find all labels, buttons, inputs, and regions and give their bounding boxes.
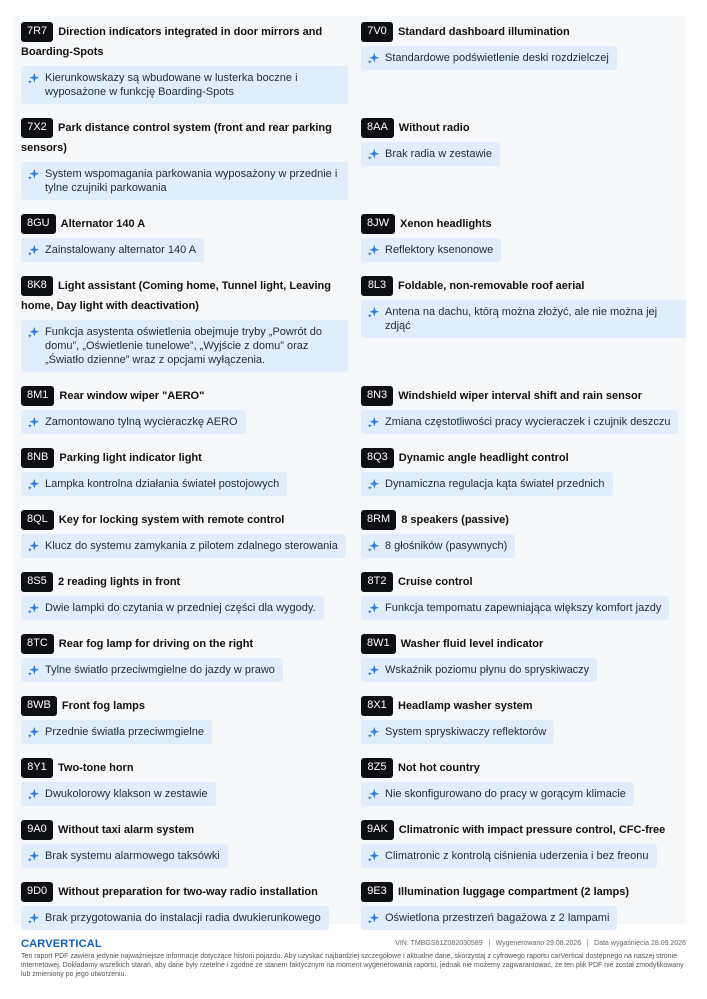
sparkle-icon	[367, 416, 380, 429]
option-description	[361, 782, 634, 806]
option-code-badge: 8GU	[21, 214, 56, 234]
option-title: Not hot country	[398, 762, 480, 774]
option-code-badge: 8AA	[361, 118, 394, 138]
equipment-heading	[361, 22, 686, 42]
option-description	[21, 534, 346, 558]
option-description-text: Climatronic z kontrolą ciśnienia uderzenia i bez freonu	[385, 850, 649, 862]
option-title: Without preparation for two-way radio installation	[58, 886, 318, 898]
option-description-text: Wskaźnik poziomu płynu do spryskiwaczy	[385, 664, 590, 676]
equipment-heading	[21, 214, 361, 234]
option-code-badge: 8WB	[21, 696, 57, 716]
option-code-badge: 8Y1	[21, 758, 53, 778]
option-description-text: System wspomagania parkowania wyposażony w przednie i tylne czujniki parkowania	[45, 168, 338, 194]
option-description-text: Lampka kontrolna działania świateł postojowych	[45, 478, 280, 490]
equipment-item	[361, 22, 686, 104]
equipment-item	[21, 276, 361, 372]
option-title: Key for locking system with remote control	[58, 514, 285, 526]
sparkle-icon	[367, 726, 380, 739]
equipment-item	[21, 448, 361, 496]
equipment-heading	[361, 118, 686, 138]
option-description-text: Dwukolorowy klakson w zestawie	[45, 788, 208, 800]
option-description-text: Zainstalowany alternator 140 A	[45, 244, 197, 256]
option-title: Illumination luggage compartment (2 lamps)	[398, 886, 630, 898]
equipment-heading	[21, 882, 361, 902]
equipment-item	[21, 758, 361, 806]
option-description-text: 8 głośników (pasywnych)	[385, 540, 508, 552]
divider	[587, 939, 588, 947]
equipment-item	[361, 820, 686, 868]
option-description	[361, 410, 678, 434]
generated-date: Wygenerowano 29.08.2026	[495, 939, 582, 947]
option-description	[21, 66, 348, 104]
option-code-badge: 8S5	[21, 572, 53, 592]
option-code-badge: 9AK	[361, 820, 394, 840]
equipment-heading	[361, 882, 686, 902]
option-code-badge: 9E3	[361, 882, 393, 902]
option-description	[361, 300, 686, 338]
equipment-heading	[21, 386, 361, 406]
option-code-badge: 8Q3	[361, 448, 394, 468]
option-title: Rear fog lamp for driving on the right	[58, 638, 254, 650]
option-code-badge: 8W1	[361, 634, 396, 654]
equipment-item	[21, 214, 361, 262]
report-meta	[395, 939, 686, 947]
equipment-item	[361, 572, 686, 620]
option-description-text: Klucz do systemu zamykania z pilotem zdalnego sterowania	[45, 540, 338, 552]
equipment-item	[21, 118, 361, 200]
sparkle-icon	[367, 478, 380, 491]
equipment-grid	[21, 22, 686, 944]
sparkle-icon	[27, 664, 40, 677]
option-title: Rear window wiper "AERO"	[59, 390, 205, 402]
option-description	[361, 720, 554, 744]
option-title: Without taxi alarm system	[58, 824, 195, 836]
sparkle-icon	[27, 788, 40, 801]
equipment-item	[361, 386, 686, 434]
option-description-text: Standardowe podświetlenie deski rozdzielczej	[385, 52, 609, 64]
sparkle-icon	[367, 306, 380, 319]
sparkle-icon	[27, 540, 40, 553]
option-code-badge: 8K8	[21, 276, 53, 296]
option-description	[361, 844, 657, 868]
sparkle-icon	[27, 850, 40, 863]
option-code-badge: 7V0	[361, 22, 393, 42]
equipment-heading	[361, 386, 686, 406]
option-description-text: Brak radia w zestawie	[385, 148, 492, 160]
equipment-item	[361, 758, 686, 806]
option-description	[21, 844, 228, 868]
option-title: Without radio	[398, 122, 470, 134]
equipment-item	[21, 572, 361, 620]
disclaimer: Ten raport PDF zawiera jedynie najważniejsze informacje dotyczące historii pojazdu. Aby uzyskać najbardziej szczegółowe i aktualne dane, skorzystaj z cyfrowego raportu carVertical dostępnego na naszej stronie internetowej. Dokładamy wszelkich starań, aby dane były rzetelne i zgodne ze stanem faktycznym na moment wygenerowania raportu, jednak nie możemy zagwarantować, że ten plik PDF nie został zmodyfikowany lub zmieniony po jego utworzeniu.	[21, 953, 684, 978]
option-code-badge: 8JW	[361, 214, 395, 234]
equipment-item	[21, 22, 361, 104]
equipment-item	[21, 634, 361, 682]
sparkle-icon	[27, 72, 40, 85]
option-description-text: Nie skonfigurowano do pracy w gorącym klimacie	[385, 788, 626, 800]
sparkle-icon	[367, 664, 380, 677]
option-description	[21, 782, 216, 806]
option-title: Cruise control	[398, 576, 473, 588]
option-title: Direction indicators integrated in door mirrors and Boarding-Spots	[21, 26, 323, 58]
sparkle-icon	[367, 788, 380, 801]
option-code-badge: 8N3	[361, 386, 393, 406]
option-description	[21, 596, 324, 620]
option-description-text: Dwie lampki do czytania w przedniej części dla wygody.	[45, 602, 316, 614]
equipment-heading	[361, 510, 686, 530]
equipment-heading	[21, 510, 361, 530]
option-title: Parking light indicator light	[59, 452, 202, 464]
sparkle-icon	[367, 244, 380, 257]
option-title: Two-tone horn	[58, 762, 134, 774]
option-code-badge: 8QL	[21, 510, 54, 530]
sparkle-icon	[367, 850, 380, 863]
option-description-text: Dynamiczna regulacja kąta świateł przednich	[385, 478, 605, 490]
sparkle-icon	[27, 478, 40, 491]
equipment-item	[361, 118, 686, 200]
equipment-item	[21, 882, 361, 930]
equipment-item	[361, 276, 686, 372]
equipment-heading	[361, 572, 686, 592]
equipment-item	[21, 510, 361, 558]
option-description	[21, 906, 329, 930]
option-description	[361, 658, 597, 682]
option-title: Headlamp washer system	[398, 700, 533, 712]
option-code-badge: 9A0	[21, 820, 53, 840]
equipment-heading	[21, 276, 361, 316]
option-description	[21, 720, 212, 744]
equipment-item	[361, 214, 686, 262]
option-description	[361, 238, 501, 262]
option-title: Front fog lamps	[61, 700, 145, 712]
option-description-text: Zmiana częstotliwości pracy wycieraczek i czujnik deszczu	[385, 416, 671, 428]
option-description	[21, 410, 246, 434]
option-code-badge: 8M1	[21, 386, 54, 406]
option-code-badge: 8TC	[21, 634, 54, 654]
option-description	[361, 46, 617, 70]
option-description-text: Zamontowano tylną wycieraczkę AERO	[45, 416, 238, 428]
equipment-item	[21, 696, 361, 744]
option-description	[361, 142, 500, 166]
option-code-badge: 8Z5	[361, 758, 393, 778]
equipment-heading	[21, 634, 361, 654]
equipment-item	[361, 696, 686, 744]
option-title: Dynamic angle headlight control	[398, 452, 569, 464]
sparkle-icon	[367, 52, 380, 65]
option-code-badge: 9D0	[21, 882, 53, 902]
option-code-badge: 7R7	[21, 22, 53, 42]
equipment-heading	[21, 118, 361, 158]
sparkle-icon	[27, 416, 40, 429]
option-title: Climatronic with impact pressure control, CFC-free	[398, 824, 666, 836]
equipment-heading	[21, 448, 361, 468]
equipment-heading	[361, 820, 686, 840]
equipment-heading	[21, 572, 361, 592]
option-code-badge: 8RM	[361, 510, 396, 530]
option-description	[361, 534, 515, 558]
option-description-text: Brak systemu alarmowego taksówki	[45, 850, 220, 862]
option-description-text: Funkcja asystenta oświetlenia obejmuje tryby „Powrót do domu”, „Oświetlenie tunelowe”, „Wyjście z domu” oraz „Światło dzienne” wraz z opcjami wyłączenia.	[45, 326, 322, 366]
option-title: Standard dashboard illumination	[398, 26, 570, 38]
option-title: Washer fluid level indicator	[400, 638, 544, 650]
sparkle-icon	[27, 602, 40, 615]
option-description-text: Funkcja tempomatu zapewniająca większy komfort jazdy	[385, 602, 662, 614]
option-description-text: Oświetlona przestrzeń bagażowa z 2 lampami	[385, 912, 610, 924]
option-description	[21, 162, 348, 200]
sparkle-icon	[367, 540, 380, 553]
equipment-heading	[361, 696, 686, 716]
sparkle-icon	[367, 148, 380, 161]
option-description	[21, 658, 283, 682]
sparkle-icon	[27, 726, 40, 739]
equipment-item	[21, 386, 361, 434]
divider	[489, 939, 490, 947]
equipment-heading	[361, 214, 686, 234]
option-code-badge: 8NB	[21, 448, 54, 468]
equipment-heading	[21, 22, 361, 62]
option-title: Xenon headlights	[400, 218, 492, 230]
sparkle-icon	[27, 326, 40, 339]
option-title: Light assistant (Coming home, Tunnel light, Leaving home, Day light with deactivation)	[21, 280, 331, 312]
option-code-badge: 8X1	[361, 696, 393, 716]
option-description-text: Brak przygotowania do instalacji radia dwukierunkowego	[45, 912, 321, 924]
option-description	[21, 238, 204, 262]
option-code-badge: 8T2	[361, 572, 393, 592]
option-description-text: Tylne światło przeciwmgielne do jazdy w prawo	[45, 664, 275, 676]
carvertical-logo: CARVERTICAL	[21, 938, 102, 950]
equipment-heading	[21, 758, 361, 778]
equipment-item	[21, 820, 361, 868]
equipment-heading	[21, 696, 361, 716]
option-title: 2 reading lights in front	[58, 576, 181, 588]
option-title: Alternator 140 A	[60, 218, 146, 230]
sparkle-icon	[367, 602, 380, 615]
option-title: 8 speakers (passive)	[401, 514, 509, 526]
option-title: Windshield wiper interval shift and rain sensor	[398, 390, 642, 402]
expiry-date: Data wygaśnięcia 28.09.2026	[594, 939, 686, 947]
option-description-text: Reflektory ksenonowe	[385, 244, 494, 256]
equipment-heading	[21, 820, 361, 840]
equipment-item	[361, 882, 686, 930]
option-description	[361, 906, 617, 930]
option-code-badge: 8L3	[361, 276, 393, 296]
equipment-item	[361, 448, 686, 496]
option-description	[361, 472, 613, 496]
option-description-text: Antena na dachu, którą można złożyć, ale nie można jej zdjąć	[385, 306, 658, 332]
sparkle-icon	[27, 912, 40, 925]
option-description	[361, 596, 669, 620]
equipment-item	[361, 510, 686, 558]
equipment-heading	[361, 634, 686, 654]
option-description-text: Przednie światła przeciwmgielne	[45, 726, 204, 738]
option-code-badge: 7X2	[21, 118, 53, 138]
option-description-text: System spryskiwaczy reflektorów	[385, 726, 547, 738]
equipment-heading	[361, 448, 686, 468]
option-description	[21, 472, 287, 496]
equipment-heading	[361, 276, 686, 296]
option-description	[21, 320, 348, 372]
option-title: Park distance control system (front and rear parking sensors)	[21, 122, 332, 154]
option-title: Foldable, non-removable roof aerial	[398, 280, 585, 292]
equipment-heading	[361, 758, 686, 778]
sparkle-icon	[367, 912, 380, 925]
sparkle-icon	[27, 168, 40, 181]
equipment-item	[361, 634, 686, 682]
sparkle-icon	[27, 244, 40, 257]
option-description-text: Kierunkowskazy są wbudowane w lusterka boczne i wyposażone w funkcję Boarding-Spots	[45, 72, 298, 98]
vin: VIN: TMBGS61Z082030589	[395, 939, 483, 947]
